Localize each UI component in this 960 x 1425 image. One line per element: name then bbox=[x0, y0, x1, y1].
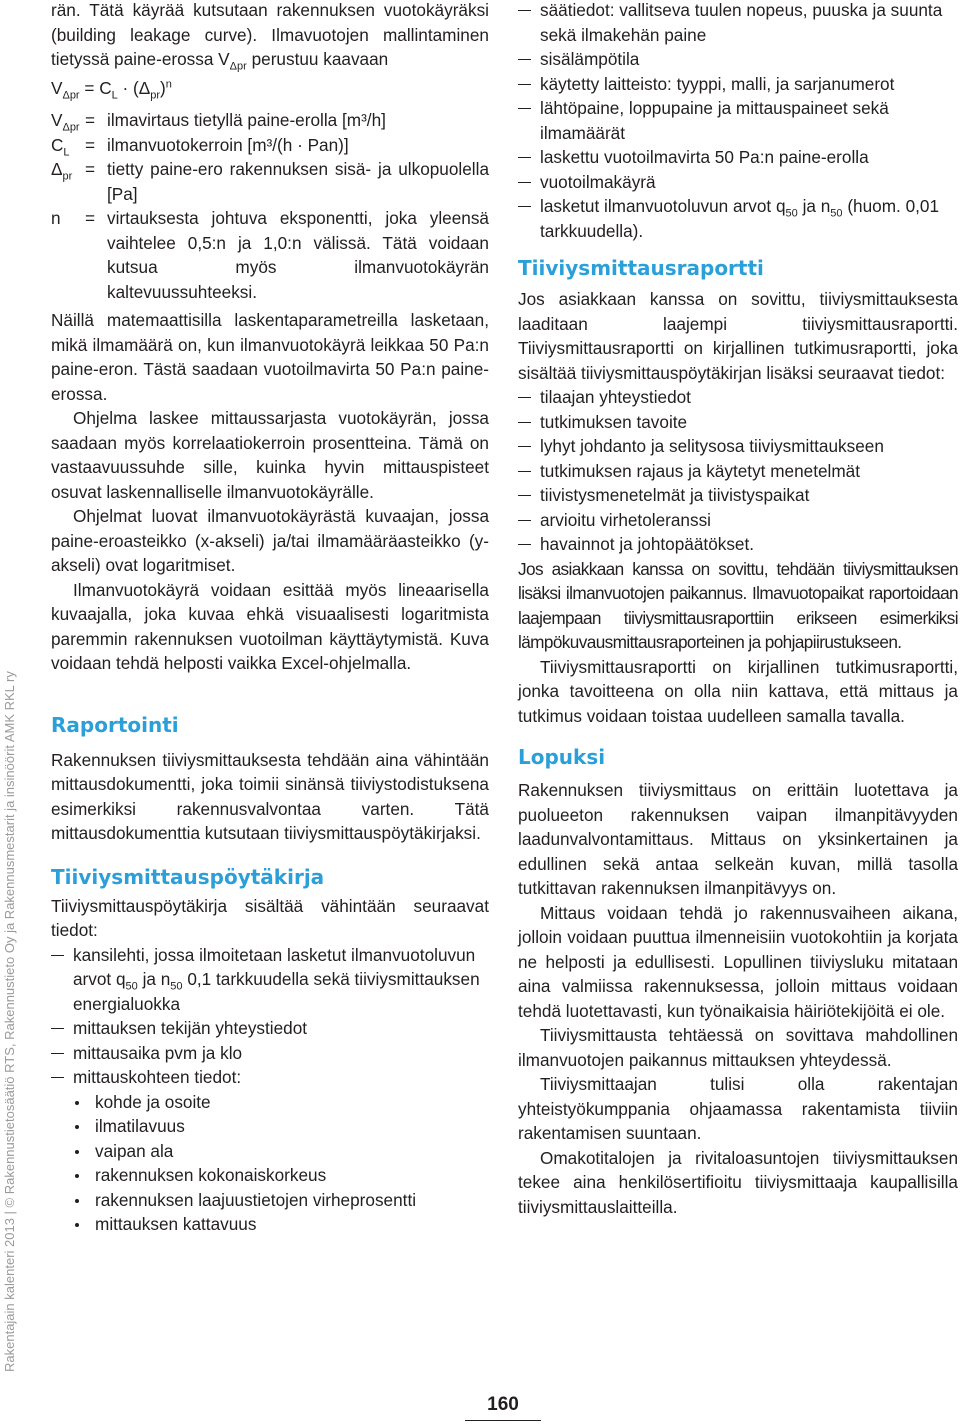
definition-row: $\Delta_{pr}$ = tietty paine-ero rakennuksen sisä- ja ulkopuolella [Pa] bbox=[51, 159, 489, 204]
bullet-list bbox=[51, 1090, 489, 1237]
definition-row: $C_L$ = ilmanvuotokerroin [m³/(h · Pan)] bbox=[51, 134, 349, 158]
definition-row: n = virtauksesta johtuva eksponentti, joka yleensä vaihtelee 0,5:n ja 1,0:n välissä. Tätä voidaan kutsua myös ilmanvuotokäyrän kaltevuussuhteeksi. bbox=[51, 208, 489, 302]
body-paragraph: Jos asiakkaan kanssa on sovittu, tiiviysmittauksesta laaditaan laajempi tiiviysmittausraportti. Tiiviysmittausraportti on kirjallinen tutkimusraportti, joka sisältää tiiviysmittauspöytäkirjan lisäksi seuraavat tiedot: bbox=[518, 289, 958, 383]
body-paragraph: Omakotitalojen ja rivitaloasuntojen tiiviysmittauksen tekee aina henkilösertifioitu tiiviysmittaaja kaupallisilla tiiviysmittauslaitteilla. bbox=[518, 1147, 958, 1217]
body-paragraph: Tiiviysmittausraportti on kirjallinen tutkimusraportti, jonka tavoitteena on olla niin kattava, että mittaus ja tutkimus voidaan toistaa uudelleen samalla tavalla. bbox=[518, 656, 958, 726]
list-item: mittausaika pvm ja klo bbox=[51, 1041, 489, 1066]
body-paragraph: Näillä matemaattisilla laskentaparametreilla lasketaan, mikä ilmamäärä on, kun ilmanvuotokäyrä leikkaa 50 Pa:n paine-eron. Tästä saadaan vuotoilmavirta 50 Pa:n paine-erossa. bbox=[51, 310, 489, 404]
body-paragraph: Tiiviysmittaajan tulisi olla rakentajan yhteistyökumppania ohjaamassa rakentamista tiiviin rakentamisen suuntaan. bbox=[518, 1074, 958, 1143]
heading-raportointi: Raportointi bbox=[51, 712, 179, 737]
list-item: lasketut ilmanvuotoluvun arvot $q_{50}$ ja $n_{50}$ (huom. 0,01 tarkkuudella). bbox=[518, 194, 958, 243]
heading-tiiviysmittauspoytakirja: Tiiviysmittauspöytäkirja bbox=[51, 864, 325, 889]
list-item: sisälämpötila bbox=[518, 47, 958, 72]
document-page: Rakentajain kalenteri 2013 | © Rakennustietosäätiö RTS, Rakennustieto Oy ja Rakennusmestarit ja insinöörit AMK RKL ry rän. Tätä käyrää kutsutaan rakennuksen vuotokäyräksi (building leakage curve). Ilmavuotojen mallintaminen tietyssä paine-erossa $V_{\Delta pr}$ perustuu kaavaan $V_{\Delta pr} = C_L \cdot (\Delta_{pr})^n$ $V_{\Delta pr}$ = ilmavirtaus tietyllä paine-erolla [m³/h] $C_L$ = ilmanvuotokerroin [m³/(h · Pan)] $\Delta_{pr}$ = tietty paine-ero rakennuksen sisä- ja ulkopuolella [Pa] n = virtauksesta johtuva eksponentti, joka yleensä vaihtelee 0,5:n ja 1,0:n välissä. Tätä voidaan kutsua myös ilmanvuotokäyrän kaltevuussuhteeksi. Näillä matemaattisilla laskentaparametreilla lasketaan, mikä ilmamäärä on, kun ilmanvuotokäyrä leikkaa 50 Pa:n paine-eron. Tästä saadaan vuotoilmavirta 50 Pa:n paine-erossa. Ohjelma laskee mittaussarjasta vuotokäyrän, jossa saadaan myös korrelaatiokerroin prosentteina. Tämä on vastaavuussuhde sille, kuinka hyvin mittauspisteet osuvat laskennalliselle ilmanvuotokäyrälle. Ohjelmat luovat ilmanvuotokäyrästä kuvaajan, jossa paine-eroasteikko (x-akseli) ja/tai ilmamääräasteikko (y-akseli) ovat logaritmiset. Ilmanvuotokäyrä voidaan esittää myös lineaarisella kuvaajalla, joka kuvaa ehkä visuaalisesti logaritmista paremmin rakennuksen vuotoilman käyttäytymistä. Kuva voidaan tehdä helposti vaikka Excel-ohjelmalla. Raportointi Rakennuksen tiiviysmittauksesta tehdään aina vähintään mittausdokumentti, joka toimii sinänsä tiiviystodistuksena esimerkiksi rakennusvalvontaa varten. Tätä mittausdokumenttia kutsutaan tiiviysmittauspöytäkirjaksi. Tiiviysmittauspöytäkirja Tiiviysmittauspöytäkirja sisältää vähintään seuraavat tiedot: kansilehti, jossa ilmoitetaan lasketut ilmanvuotoluvun arvot $q_{50}$ ja $n_{50}$ 0,1 tarkkuudella sekä tiiviysmittauksen energialuokka mittauksen tekijän yhteystiedot mittausaika pvm ja klo mittauskohteen tiedot: kohde ja osoite ilmatilavuus vaipan ala rakennuksen kokonaiskorkeus rakennuksen laajuustietojen virheprosentti mittauksen kattavuus säätiedot: vallitseva tuulen nopeus, puuska ja suunta sekä ilmakehän paine sisälämpötila käytetty laitteisto: tyyppi, malli, ja sarjanumerot lähtöpaine, loppupaine ja mittauspaineet sekä ilmamäärät laskettu vuotoilmavirta 50 Pa:n paine-erolla vuotoilmakäyrä lasketut ilmanvuotoluvun arvot $q_{50}$ ja $n_{50}$ (huom. 0,01 tarkkuudella). Tiiviysmittausraportti Jos asiakkaan kanssa on sovittu, tiiviysmittauksesta laaditaan laajempi tiiviysmittausraportti. Tiiviysmittausraportti on kirjallinen tutkimusraportti, joka sisältää tiiviysmittauspöytäkirjan lisäksi seuraavat tiedot: tilaajan yhteystiedot tutkimuksen tavoite lyhyt johdanto ja selitysosa tiiviysmittaukseen tutkimuksen rajaus ja käytetyt menetelmät tiivistysmenetelmät ja tiivistyspaikat arvioitu virhetoleranssi havainnot ja johtopäätökset. Jos asiakkaan kanssa on sovittu, tehdään tiiviysmittauksen lisäksi ilmanvuotojen paikannus. Ilmavuotopaikat raportoidaan laajempaan tiiviysmittausraporttiin erikseen esimerkiksi lämpökuvausmittausraporteinen ja pohjapiirustukseen. Tiiviysmittausraportti on kirjallinen tutkimusraportti, jonka tavoitteena on olla niin kattava, että mittaus ja tutkimus voidaan toistaa uudelleen samalla tavalla. Lopuksi Rakennuksen tiiviysmittaus on erittäin luotettava ja puolueeton rakennuksen vaipan ilmanpitävyyden laadunvalvontamittaus. Mittaus on yksinkertainen ja edullinen sekä antaa selkeän kuvan, millä tasolla tutkittavan rakennuksen ilmanpitävyys on. Mittaus voidaan tehdä jo rakennusvaiheen aikana, jolloin voidaan puuttua ilmenneisiin vuotokohtiin ja korjata ne helposti ja edullisesti. Lopullinen tiiviysluku mitataan aina valmiissa rakennuksessa, jolloin mittaus voidaan tehdä luotettavasti, kun työnaikaisia häiriötekijöitä ei ole. Tiiviysmittausta tehtäessä on sovittava mahdollinen ilmanvuotojen paikannus mittauksen yhteydessä. Tiiviysmittaajan tulisi olla rakentajan yhteistyökumppania ohjaamassa rakentamista tiiviin rakentamisen suuntaan. Omakotitalojen ja rivitaloasuntojen tiiviysmittauksen tekee aina henkilösertifioitu tiiviysmittaaja kaupallisilla tiiviysmittauslaitteilla. 160 bbox=[0, 0, 960, 1425]
list-item: lähtöpaine, loppupaine ja mittauspaineet sekä ilmamäärät bbox=[518, 96, 958, 145]
right-column bbox=[518, 0, 958, 1219]
list-item: rakennuksen kokonaiskorkeus bbox=[73, 1163, 489, 1188]
body-paragraph: Tiiviysmittausta tehtäessä on sovittava mahdollinen ilmanvuotojen paikannus mittauksen yhteydessä. bbox=[518, 1025, 958, 1070]
body-paragraph: Mittaus voidaan tehdä jo rakennusvaiheen aikana, jolloin voidaan puuttua ilmenneisiin vuotokohtiin ja korjata ne helposti ja edullisesti. Lopullinen tiiviysluku mitataan aina valmiissa rakennuksessa, jolloin mittaus voidaan tehdä luotettavasti, kun työnaikaisia häiriötekijöitä ei ole. bbox=[518, 902, 958, 1021]
list-item: arvioitu virhetoleranssi bbox=[518, 508, 958, 533]
list-item: vaipan ala bbox=[73, 1139, 489, 1164]
formula: $V_{\Delta pr} = C_L \cdot (\Delta_{pr})^n$ bbox=[51, 77, 172, 101]
body-paragraph: Rakennuksen tiiviysmittauksesta tehdään aina vähintään mittausdokumentti, joka toimii sinänsä tiiviystodistuksena esimerkiksi rakennusvalvontaa varten. Tätä mittausdokumenttia kutsutaan tiiviysmittauspöytäkirjaksi. bbox=[51, 749, 489, 843]
list-item: tilaajan yhteystiedot bbox=[518, 385, 958, 410]
list-item: mittauksen kattavuus bbox=[73, 1212, 489, 1237]
list-item: mittauksen tekijän yhteystiedot bbox=[51, 1016, 489, 1041]
heading-tiiviysmittausraportti: Tiiviysmittausraportti bbox=[518, 256, 764, 280]
list-item: laskettu vuotoilmavirta 50 Pa:n paine-erolla bbox=[518, 145, 958, 170]
list-item: kansilehti, jossa ilmoitetaan lasketut ilmanvuotoluvun arvot $q_{50}$ ja $n_{50}$ 0,1 tarkkuudella sekä tiiviysmittauksen energialuokka bbox=[51, 943, 489, 1017]
dash-list bbox=[518, 0, 958, 243]
dash-list bbox=[518, 385, 958, 557]
list-item: havainnot ja johtopäätökset. bbox=[518, 532, 958, 557]
list-item: säätiedot: vallitseva tuulen nopeus, puuska ja suunta sekä ilmakehän paine bbox=[518, 0, 958, 47]
formula-definitions bbox=[51, 108, 489, 304]
body-paragraph: Jos asiakkaan kanssa on sovittu, tehdään tiiviysmittauksen lisäksi ilmanvuotojen paikannus. Ilmavuotopaikat raportoidaan laajempaan tiiviysmittausraporttiin erikseen esimerkiksi lämpökuvausmittausraporteinen ja pohjapiirustukseen. bbox=[518, 558, 958, 652]
heading-lopuksi: Lopuksi bbox=[518, 745, 606, 769]
list-item: tiivistysmenetelmät ja tiivistyspaikat bbox=[518, 483, 958, 508]
list-item: käytetty laitteisto: tyyppi, malli, ja sarjanumerot bbox=[518, 72, 958, 97]
page-number: 160 bbox=[487, 1394, 519, 1415]
list-item: tutkimuksen rajaus ja käytetyt menetelmät bbox=[518, 459, 958, 484]
list-item: vuotoilmakäyrä bbox=[518, 170, 958, 195]
list-item: tutkimuksen tavoite bbox=[518, 410, 958, 435]
left-column bbox=[51, 0, 489, 1237]
list-item: ilmatilavuus bbox=[73, 1114, 489, 1139]
body-paragraph: Ohjelmat luovat ilmanvuotokäyrästä kuvaajan, jossa paine-eroasteikko (x-akseli) ja/tai ilmamääräasteikko (y-akseli) ovat logaritmiset. bbox=[51, 506, 489, 575]
body-paragraph: Rakennuksen tiiviysmittaus on erittäin luotettava ja puolueeton rakennuksen vaipan ilmanpitävyyden laadunvalvontamittaus. Mittaus on yksinkertainen ja edullinen sekä antaa selkeän kuvan, millä tasolla tutkittavan rakennuksen ilmanpitävyys on. bbox=[518, 780, 958, 898]
body-paragraph: Ilmanvuotokäyrä voidaan esittää myös lineaarisella kuvaajalla, joka kuvaa ehkä visuaalisesti logaritmista paremmin rakennuksen vuotoilman käyttäytymistä. Kuva voidaan tehdä helposti vaikka Excel-ohjelmalla. bbox=[51, 579, 489, 673]
definition-row: $V_{\Delta pr}$ = ilmavirtaus tietyllä paine-erolla [m³/h] bbox=[51, 110, 386, 134]
body-paragraph: Tiiviysmittauspöytäkirja sisältää vähintään seuraavat tiedot: bbox=[51, 895, 489, 940]
list-item: rakennuksen laajuustietojen virheprosentti bbox=[73, 1188, 489, 1213]
list-item: lyhyt johdanto ja selitysosa tiiviysmittaukseen bbox=[518, 434, 958, 459]
intro-paragraph: rän. Tätä käyrää kutsutaan rakennuksen vuotokäyräksi (building leakage curve). Ilmavuotojen mallintaminen tietyssä paine-erossa $V_{\Delta pr}$ perustuu kaavaan bbox=[51, 0, 489, 73]
list-item: mittauskohteen tiedot: bbox=[51, 1065, 489, 1090]
dash-list bbox=[51, 943, 489, 1090]
list-item: kohde ja osoite bbox=[73, 1090, 489, 1115]
body-paragraph: Ohjelma laskee mittaussarjasta vuotokäyrän, jossa saadaan myös korrelaatiokerroin prosentteina. Tämä on vastaavuussuhde sille, kuinka hyvin mittauspisteet osuvat laskennalliselle ilmanvuotokäyrälle. bbox=[51, 408, 489, 502]
page-number-rule bbox=[465, 1420, 541, 1421]
